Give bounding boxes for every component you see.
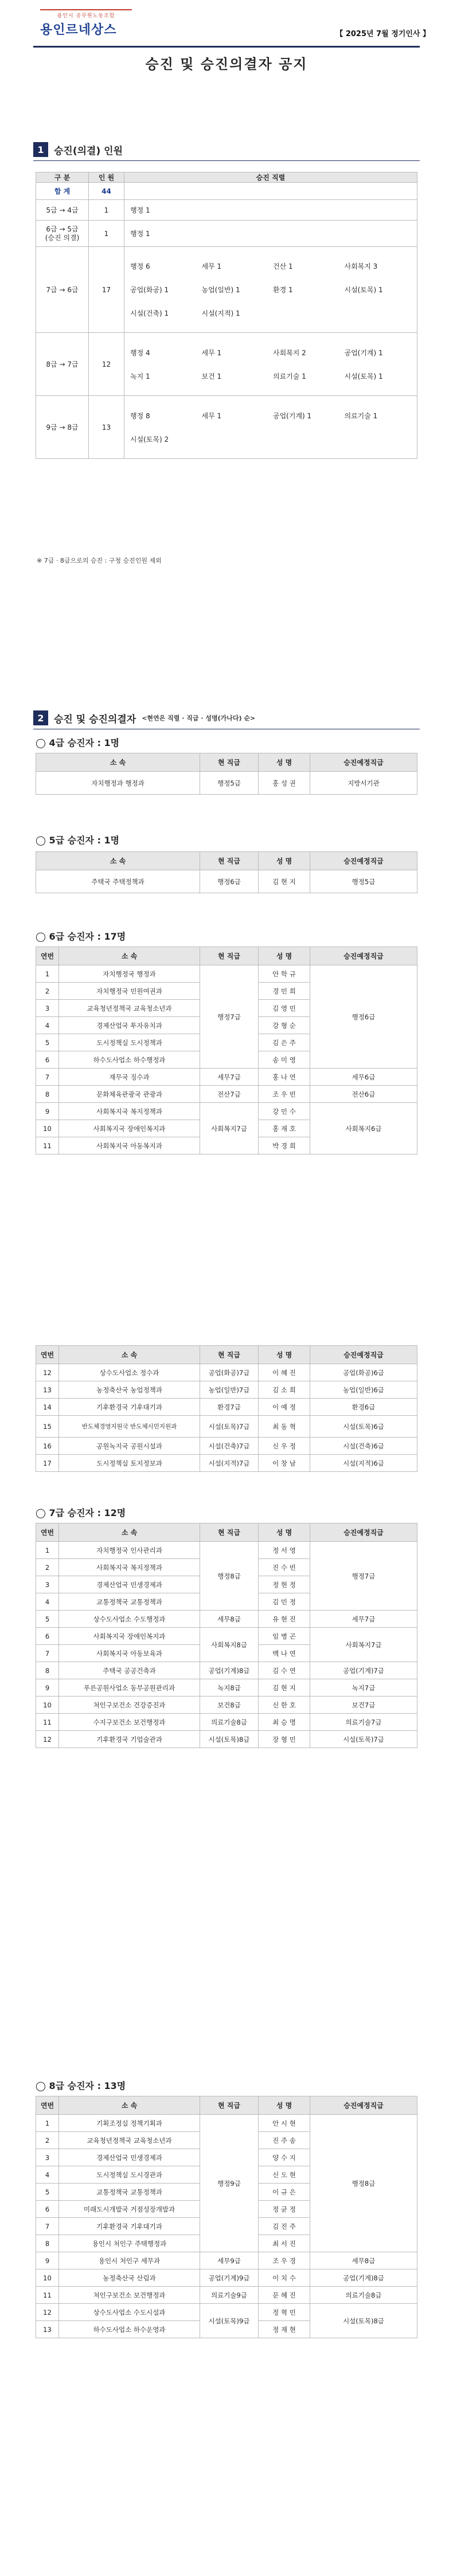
grade-count: 17	[89, 247, 124, 333]
col-no: 연번	[36, 1523, 59, 1542]
grade-cell: 행정5급	[200, 772, 259, 795]
name-cell: 장 형 민	[259, 1731, 310, 1748]
position: 건산 1	[273, 262, 293, 270]
name-cell: 정 현 정	[259, 1576, 310, 1593]
grade-count: 1	[89, 200, 124, 221]
grade7-heading: ◯ 7급 승진자 : 12명	[36, 1507, 126, 1518]
target-cell: 환경6급	[310, 1399, 417, 1416]
grade6-table-continued	[36, 1345, 417, 1472]
name-cell: 정 재 현	[259, 2321, 310, 2338]
target-cell: 의료기술8급	[310, 2287, 417, 2304]
name-cell: 정 균 정	[259, 2201, 310, 2218]
grade-cell: 세무9급	[200, 2252, 259, 2269]
row-no: 14	[36, 1399, 59, 1416]
logo	[40, 9, 132, 38]
dept-cell: 하수도사업소 하수운영과	[59, 2321, 200, 2338]
col-grade: 현 직급	[200, 947, 259, 965]
dept-cell: 경제산업국 민생경제과	[59, 2149, 200, 2166]
grade-cell: 전산7급	[200, 1086, 259, 1103]
row-no: 10	[36, 1120, 59, 1137]
dept-cell: 하수도사업소 하수행정과	[59, 1051, 200, 1069]
target-cell: 시설(토목)8급	[310, 2304, 417, 2338]
row-no: 3	[36, 2149, 59, 2166]
target-cell: 세무8급	[310, 2252, 417, 2269]
dept-cell: 상수도사업소 수도시설과	[59, 2304, 200, 2321]
dept-cell: 주택국 공공건축과	[59, 1662, 200, 1679]
row-no: 6	[36, 1628, 59, 1645]
target-cell: 공업(화공)6급	[310, 1364, 417, 1381]
name-cell: 진 주 송	[259, 2132, 310, 2149]
row-no: 11	[36, 1714, 59, 1731]
name-cell: 양 수 지	[259, 2149, 310, 2166]
col-name: 성 명	[259, 1346, 310, 1364]
name-cell: 박 경 희	[259, 1137, 310, 1155]
name-cell: 안 시 현	[259, 2115, 310, 2132]
issue-label: 【 2025년 7월 정기인사 】	[335, 30, 430, 38]
dept-cell: 처인구보건소 보건행정과	[59, 2287, 200, 2304]
dept-cell: 사회복지국 아동복지과	[59, 1137, 200, 1155]
header-divider	[33, 46, 420, 48]
position: 세무 1	[201, 411, 222, 420]
dept-cell: 기획조정실 정책기획과	[59, 2115, 200, 2132]
position: 환경 1	[273, 286, 293, 294]
target-cell: 세무6급	[310, 1069, 417, 1086]
col-dept: 소 속	[59, 2096, 200, 2115]
col-no: 연번	[36, 1346, 59, 1364]
position: 의료기술 1	[344, 411, 378, 420]
position: 시설(토목) 1	[344, 372, 383, 380]
dept-cell: 교통정책국 교통정책과	[59, 1593, 200, 1611]
position: 행정 1	[130, 206, 150, 214]
dept-cell: 자치행정국 민원여권과	[59, 983, 200, 1000]
section-subtitle: <현연은 직렬 · 직급 · 성명(가나다) 순>	[142, 714, 256, 722]
name-cell: 조 우 빈	[259, 1086, 310, 1103]
name-cell: 김 소 희	[259, 1381, 310, 1399]
row-no: 1	[36, 2115, 59, 2132]
row-no: 3	[36, 1576, 59, 1593]
col-grade: 구 분	[36, 172, 89, 183]
dept-cell: 자치행정국 인사관리과	[59, 1542, 200, 1559]
target-cell: 시설(토목)7급	[310, 1731, 417, 1748]
dept-cell: 교통정책국 교통정책과	[59, 2184, 200, 2201]
grade4-heading: ◯ 4급 승진자 : 1명	[36, 737, 120, 748]
row-no: 5	[36, 2184, 59, 2201]
col-grade: 현 직급	[200, 1523, 259, 1542]
grade7-table	[36, 1523, 417, 1748]
target-cell: 행정5급	[310, 870, 417, 893]
name-cell: 이 규 은	[259, 2184, 310, 2201]
grade-cell: 행정6급	[200, 870, 259, 893]
dept-cell: 사회복지국 복지정책과	[59, 1103, 200, 1120]
row-no: 4	[36, 1017, 59, 1034]
footnote: ※ 7급 · 8급으로의 승진 : 구청 승진인원 제외	[37, 557, 162, 564]
col-name: 성 명	[259, 947, 310, 965]
name-cell: 이 치 수	[259, 2269, 310, 2287]
total-label: 합 계	[36, 183, 89, 200]
section-2-heading	[33, 710, 255, 725]
grade-cell: 세무8급	[200, 1611, 259, 1628]
target-cell: 행정7급	[310, 1542, 417, 1611]
grade-cell: 사회복지8급	[200, 1628, 259, 1662]
grade-cell: 공업(기계)8급	[200, 1662, 259, 1679]
dept-cell: 푸른공원사업소 동부공원관리과	[59, 1679, 200, 1697]
target-cell: 사회복지7급	[310, 1628, 417, 1662]
name-cell: 임 병 곤	[259, 1628, 310, 1645]
position: 행정 1	[130, 230, 150, 238]
name-cell: 안 학 규	[259, 965, 310, 983]
grade-cell: 농업(일반)7급	[200, 1381, 259, 1399]
position: 사회복지 3	[344, 262, 378, 270]
grade-cell: 행정9급	[200, 2115, 259, 2252]
row-no: 13	[36, 1381, 59, 1399]
name-cell: 조 우 경	[259, 2252, 310, 2269]
col-name: 성 명	[259, 2096, 310, 2115]
position: 시설(토목) 1	[344, 286, 383, 294]
grade-count: 13	[89, 396, 124, 459]
row-no: 15	[36, 1416, 59, 1438]
target-cell: 시설(건축)6급	[310, 1438, 417, 1455]
col-target: 승진예정직급	[310, 1523, 417, 1542]
grade-cell: 공업(기계)9급	[200, 2269, 259, 2287]
name-cell: 신 한 호	[259, 1697, 310, 1714]
section-divider	[33, 160, 420, 161]
grade-cell: 의료기술8급	[200, 1714, 259, 1731]
grade-cell: 행정8급	[200, 1542, 259, 1611]
dept-cell: 상수도사업소 수도행정과	[59, 1611, 200, 1628]
dept-cell: 기후환경국 기후대기과	[59, 2218, 200, 2235]
position: 세무 1	[201, 348, 222, 357]
name-cell: 이 예 정	[259, 1399, 310, 1416]
col-dept: 소 속	[36, 852, 200, 870]
dept-cell: 사회복지국 아동보육과	[59, 1645, 200, 1662]
position: 행정 6	[130, 262, 150, 270]
position: 녹지 1	[130, 372, 150, 380]
total-count: 44	[89, 183, 124, 200]
logo-caption: 용인시 공무원노동조합	[40, 9, 132, 19]
row-no: 12	[36, 1731, 59, 1748]
col-no: 연번	[36, 947, 59, 965]
position: 시설(건축) 1	[130, 309, 169, 317]
col-target: 승진예정직급	[310, 1346, 417, 1364]
dept-cell: 문화체육관광국 관광과	[59, 1086, 200, 1103]
col-grade: 현 직급	[200, 2096, 259, 2115]
row-no: 1	[36, 1542, 59, 1559]
target-cell: 시설(토목)6급	[310, 1416, 417, 1438]
grade-label: 7급 → 6급	[36, 247, 89, 333]
row-no: 10	[36, 1697, 59, 1714]
dept-cell: 공원녹지국 공원시설과	[59, 1438, 200, 1455]
col-name: 성 명	[259, 753, 310, 772]
name-cell: 강 민 수	[259, 1103, 310, 1120]
col-target: 승진예정직급	[310, 753, 417, 772]
section-title: 승진(의결) 인원	[54, 145, 123, 157]
position: 공업(기계) 1	[273, 411, 312, 420]
name-cell: 최 서 진	[259, 2235, 310, 2252]
row-no: 12	[36, 2304, 59, 2321]
row-no: 11	[36, 1137, 59, 1155]
target-cell: 행정6급	[310, 965, 417, 1069]
section-number: 2	[33, 710, 48, 725]
col-dept: 소 속	[59, 1346, 200, 1364]
grade-cell: 시설(토목)9급	[200, 2304, 259, 2338]
target-cell: 농업(일반)6급	[310, 1381, 417, 1399]
col-name: 성 명	[259, 1523, 310, 1542]
dept-cell: 상수도사업소 정수과	[59, 1364, 200, 1381]
grade-cell: 의료기술9급	[200, 2287, 259, 2304]
row-no: 2	[36, 1559, 59, 1576]
col-target: 승진예정직급	[310, 2096, 417, 2115]
row-no: 2	[36, 2132, 59, 2149]
grade4-table	[36, 753, 417, 795]
dept-cell: 처인구보건소 건강증진과	[59, 1697, 200, 1714]
target-cell: 녹지7급	[310, 1679, 417, 1697]
grade-cell: 시설(건축)7급	[200, 1438, 259, 1455]
name-cell: 유 현 진	[259, 1611, 310, 1628]
name-cell: 이 혜 진	[259, 1364, 310, 1381]
name-cell: 송 미 영	[259, 1051, 310, 1069]
row-no: 9	[36, 2252, 59, 2269]
row-no: 13	[36, 2321, 59, 2338]
position: 의료기술 1	[273, 372, 306, 380]
row-no: 8	[36, 1662, 59, 1679]
target-cell: 사회복지6급	[310, 1103, 417, 1155]
dept-cell: 교육청년정책국 교육청소년과	[59, 1000, 200, 1017]
grade-cell: 보건8급	[200, 1697, 259, 1714]
dept-cell: 반도체경영지원국 반도체시민지원과	[59, 1416, 200, 1438]
name-cell: 신 도 현	[259, 2166, 310, 2184]
row-no: 17	[36, 1455, 59, 1472]
logo-text: 용인르네상스	[40, 23, 117, 37]
dept-cell: 사회복지국 장애인복지과	[59, 1120, 200, 1137]
dept-cell: 도시정책실 도시경관과	[59, 2166, 200, 2184]
dept-cell: 도시정책실 도시정책과	[59, 1034, 200, 1051]
row-no: 8	[36, 1086, 59, 1103]
dept-cell: 미래도시개발국 거점성장개발과	[59, 2201, 200, 2218]
target-cell: 전산6급	[310, 1086, 417, 1103]
grade-count: 1	[89, 221, 124, 247]
grade6-heading: ◯ 6급 승진자 : 17명	[36, 931, 126, 942]
name-cell: 경 민 희	[259, 983, 310, 1000]
name-cell: 정 서 영	[259, 1542, 310, 1559]
position: 공업(화공) 1	[130, 286, 169, 294]
row-no: 7	[36, 2218, 59, 2235]
dept-cell: 교육청년정책국 교육청소년과	[59, 2132, 200, 2149]
section-title: 승진 및 승진의결자	[54, 713, 136, 725]
row-no: 5	[36, 1034, 59, 1051]
name-cell: 강 형 순	[259, 1017, 310, 1034]
row-no: 9	[36, 1103, 59, 1120]
col-grade: 현 직급	[200, 852, 259, 870]
name-cell: 김 현 지	[259, 1679, 310, 1697]
name-cell: 김 현 지	[259, 870, 310, 893]
row-no: 4	[36, 1593, 59, 1611]
col-dept: 소 속	[59, 947, 200, 965]
name-cell: 이 창 남	[259, 1455, 310, 1472]
grade6-table	[36, 947, 417, 1155]
dept-cell: 경제산업국 투자유치과	[59, 1017, 200, 1034]
row-no: 6	[36, 1051, 59, 1069]
name-cell: 김 민 정	[259, 1593, 310, 1611]
position: 시설(토목) 2	[130, 435, 169, 443]
name-cell: 최 동 혁	[259, 1416, 310, 1438]
target-cell: 의료기술7급	[310, 1714, 417, 1731]
row-no: 7	[36, 1069, 59, 1086]
row-no: 16	[36, 1438, 59, 1455]
col-dept: 소 속	[36, 753, 200, 772]
name-cell: 신 우 정	[259, 1438, 310, 1455]
col-positions: 승진 직렬	[124, 172, 417, 183]
dept-cell: 자치행정과 행정과	[36, 772, 200, 795]
name-cell: 김 영 민	[259, 1000, 310, 1017]
position: 보건 1	[201, 372, 222, 380]
dept-cell: 농정축산국 농업정책과	[59, 1381, 200, 1399]
page-title: 승진 및 승진의결자 공지	[145, 56, 308, 72]
position: 공업(기계) 1	[344, 348, 383, 357]
grade-cell: 녹지8급	[200, 1679, 259, 1697]
col-dept: 소 속	[59, 1523, 200, 1542]
dept-cell: 경제산업국 민생경제과	[59, 1576, 200, 1593]
dept-cell: 농정축산국 산림과	[59, 2269, 200, 2287]
grade-cell: 시설(토목)8급	[200, 1731, 259, 1748]
name-cell: 홍 성 권	[259, 772, 310, 795]
name-cell: 홍 나 연	[259, 1069, 310, 1086]
name-cell: 김 진 주	[259, 2218, 310, 2235]
target-cell: 세무7급	[310, 1611, 417, 1628]
summary-table	[36, 172, 417, 459]
target-cell: 지방서기관	[310, 772, 417, 795]
dept-cell: 수지구보건소 보건행정과	[59, 1714, 200, 1731]
grade8-heading: ◯ 8급 승진자 : 13명	[36, 2080, 126, 2091]
row-no: 2	[36, 983, 59, 1000]
name-cell: 진 수 빈	[259, 1559, 310, 1576]
dept-cell: 도시정책실 토지정보과	[59, 1455, 200, 1472]
dept-cell: 용인시 처인구 주택행정과	[59, 2235, 200, 2252]
target-cell: 보건7급	[310, 1697, 417, 1714]
name-cell: 문 혜 진	[259, 2287, 310, 2304]
row-no: 6	[36, 2201, 59, 2218]
position: 행정 4	[130, 348, 150, 357]
col-no: 연번	[36, 2096, 59, 2115]
dept-cell: 용인시 처인구 세무과	[59, 2252, 200, 2269]
dept-cell: 기후환경국 기후대기과	[59, 1399, 200, 1416]
target-cell: 공업(기계)8급	[310, 2269, 417, 2287]
position: 사회복지 2	[273, 348, 306, 357]
name-cell: 김 수 연	[259, 1662, 310, 1679]
name-cell: 정 혁 민	[259, 2304, 310, 2321]
target-cell: 공업(기계)7급	[310, 1662, 417, 1679]
grade-cell: 공업(화공)7급	[200, 1364, 259, 1381]
section-1-heading	[33, 142, 123, 157]
row-no: 8	[36, 2235, 59, 2252]
dept-cell: 사회복지국 복지정책과	[59, 1559, 200, 1576]
row-no: 3	[36, 1000, 59, 1017]
position: 세무 1	[201, 262, 222, 270]
position: 시설(지적) 1	[201, 309, 240, 317]
grade-label: 9급 → 8급	[36, 396, 89, 459]
position: 행정 8	[130, 411, 150, 420]
grade-label: 8급 → 7급	[36, 333, 89, 396]
grade5-table	[36, 851, 417, 893]
grade-label: 6급 → 5급 (승진 의결)	[36, 221, 89, 247]
row-no: 9	[36, 1679, 59, 1697]
row-no: 5	[36, 1611, 59, 1628]
dept-cell: 사회복지국 장애인복지과	[59, 1628, 200, 1645]
grade-label: 5급 → 4급	[36, 200, 89, 221]
grade-count: 12	[89, 333, 124, 396]
col-target: 승진예정직급	[310, 852, 417, 870]
grade5-heading: ◯ 5급 승진자 : 1명	[36, 835, 120, 846]
grade-cell: 사회복지7급	[200, 1103, 259, 1155]
row-no: 4	[36, 2166, 59, 2184]
grade-cell: 시설(지적)7급	[200, 1455, 259, 1472]
dept-cell: 재무국 징수과	[59, 1069, 200, 1086]
name-cell: 김 은 주	[259, 1034, 310, 1051]
col-target: 승진예정직급	[310, 947, 417, 965]
row-no: 12	[36, 1364, 59, 1381]
col-name: 성 명	[259, 852, 310, 870]
dept-cell: 기후환경국 기업술관과	[59, 1731, 200, 1748]
target-cell: 시설(지적)6급	[310, 1455, 417, 1472]
grade-cell: 시설(토목)7급	[200, 1416, 259, 1438]
col-grade: 현 직급	[200, 753, 259, 772]
dept-cell: 주택국 주택정책과	[36, 870, 200, 893]
row-no: 10	[36, 2269, 59, 2287]
dept-cell: 자치행정국 행정과	[59, 965, 200, 983]
name-cell: 최 승 명	[259, 1714, 310, 1731]
grade8-table	[36, 2096, 417, 2338]
col-count: 인 원	[89, 172, 124, 183]
target-cell: 행정8급	[310, 2115, 417, 2252]
col-grade: 현 직급	[200, 1346, 259, 1364]
name-cell: 백 나 연	[259, 1645, 310, 1662]
grade-cell: 환경7급	[200, 1399, 259, 1416]
grade-cell: 세무7급	[200, 1069, 259, 1086]
section-number: 1	[33, 142, 48, 157]
row-no: 11	[36, 2287, 59, 2304]
row-no: 7	[36, 1645, 59, 1662]
name-cell: 홍 재 호	[259, 1120, 310, 1137]
position: 농업(일반) 1	[201, 286, 240, 294]
row-no: 1	[36, 965, 59, 983]
grade-cell: 행정7급	[200, 965, 259, 1069]
